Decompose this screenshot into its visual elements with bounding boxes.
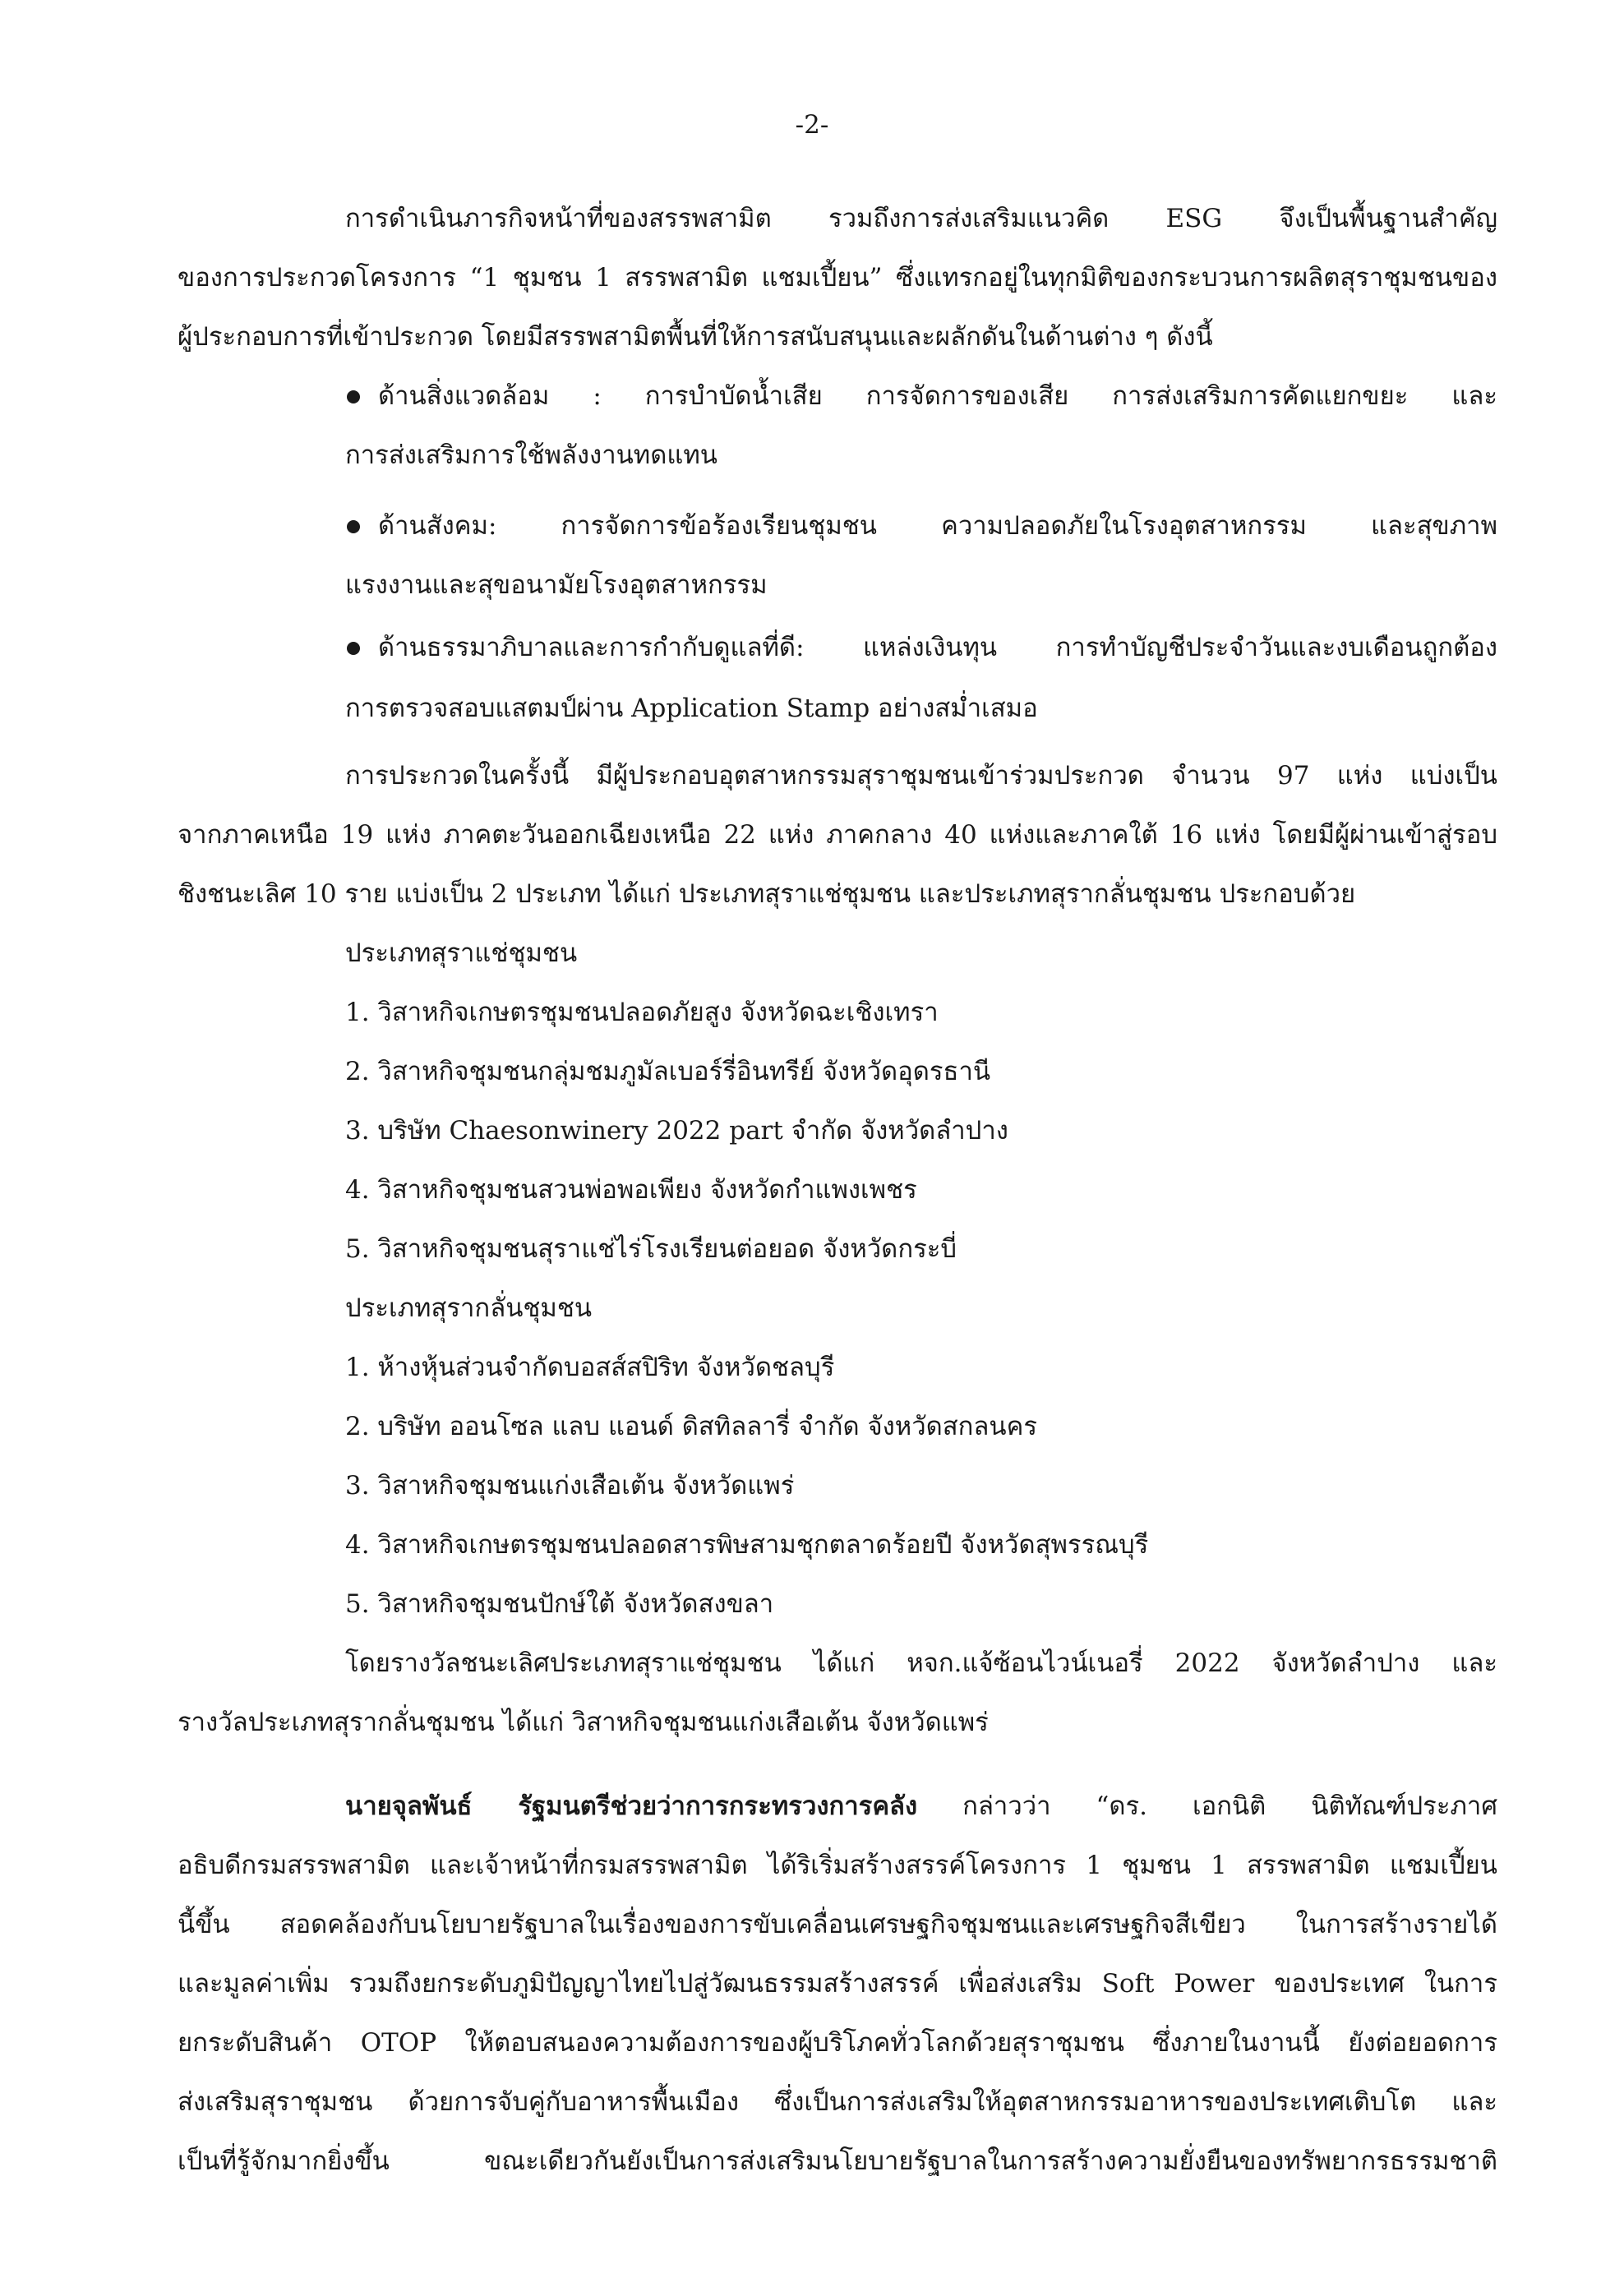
quote-line: อธิบดีกรมสรรพสามิต และเจ้าหน้าที่กรมสรรพสามิต ได้ริเริ่มสร้างสรรค์โครงการ 1 ชุมชน 1 สรรพสามิต แชมเปี้ยน — [178, 1851, 1497, 1880]
intro-line: ผู้ประกอบการที่เข้าประกวด โดยมีสรรพสามิตพื้นที่ให้การสนับสนุนและผลักดันในด้านต่าง ๆ ดังนี้ — [178, 322, 1213, 352]
list-item: 2. วิสาหกิจชุมชนกลุ่มชมภูมัลเบอร์รี่อินทรีย์ จังหวัดอุดรธานี — [345, 1057, 991, 1086]
bullet-line: การตรวจสอบแสตมป์ผ่าน Application Stamp อย่างสม่ำเสมอ — [345, 694, 1038, 723]
list-item: 3. บริษัท Chaesonwinery 2022 part จำกัด จังหวัดลำปาง — [345, 1116, 1008, 1146]
list-item: 5. วิสาหกิจชุมชนสุราแช่ไร่โรงเรียนต่อยอด จังหวัดกระบี่ — [345, 1234, 957, 1264]
page-number: -2- — [795, 110, 829, 140]
category-heading: ประเภทสุรากลั่นชุมชน — [345, 1293, 593, 1323]
bullet-icon — [344, 380, 365, 413]
winners-line: โดยรางวัลชนะเลิศประเภทสุราแช่ชุมชน ได้แก่ หจก.แจ้ซ้อนไวน์เนอรี่ 2022 จังหวัดลำปาง และ — [345, 1648, 1497, 1678]
list-item: 1. วิสาหกิจเกษตรชุมชนปลอดภัยสูง จังหวัดฉะเชิงเทรา — [345, 998, 939, 1027]
quote-first-line — [345, 1790, 1497, 1823]
list-item: 3. วิสาหกิจชุมชนแก่งเสือเต้น จังหวัดแพร่ — [345, 1471, 795, 1501]
list-item: 2. บริษัท ออนโซล แลบ แอนด์ ดิสทิลลารี่ จำกัด จังหวัดสกลนคร — [345, 1412, 1037, 1441]
list-item: 5. วิสาหกิจชุมชนปักษ์ใต้ จังหวัดสงขลา — [345, 1589, 774, 1619]
quote-line: และมูลค่าเพิ่ม รวมถึงยกระดับภูมิปัญญาไทยไปสู่วัฒนธรรมสร้างสรรค์ เพื่อส่งเสริม Soft Power ของประเทศ ในการ — [178, 1969, 1497, 1999]
bullet-icon — [344, 509, 365, 542]
bullet-icon — [344, 631, 365, 664]
contest-line: ชิงชนะเลิศ 10 ราย แบ่งเป็น 2 ประเภท ได้แก่ ประเภทสุราแช่ชุมชน และประเภทสุรากลั่นชุมชน ประกอบด้วย — [178, 879, 1356, 909]
contest-line: การประกวดในครั้งนี้ มีผู้ประกอบอุตสาหกรรมสุราชุมชนเข้าร่วมประกวด จำนวน 97 แห่ง แบ่งเป็น — [345, 761, 1497, 791]
bullet-line: ด้านธรรมาภิบาลและการกำกับดูแลที่ดี: แหล่งเงินทุน การทำบัญชีประจำวันและงบเดือนถูกต้อง — [378, 633, 1497, 662]
quote-line: นี้ขึ้น สอดคล้องกับนโยบายรัฐบาลในเรื่องของการขับเคลื่อนเศรษฐกิจชุมชนและเศรษฐกิจสีเขียว ในการสร้างรายได้ — [178, 1910, 1497, 1939]
list-item: 4. วิสาหกิจเกษตรชุมชนปลอดสารพิษสามชุกตลาดร้อยปี จังหวัดสุพรรณบุรี — [345, 1530, 1149, 1560]
bullet-line: แรงงานและสุขอนามัยโรงอุตสาหกรรม — [345, 570, 768, 600]
contest-line: จากภาคเหนือ 19 แห่ง ภาคตะวันออกเฉียงเหนือ 22 แห่ง ภาคกลาง 40 แห่งและภาคใต้ 16 แห่ง โดยมีผู้ผ่านเข้าสู่รอบ — [178, 820, 1497, 850]
speaker-name: นายจุลพันธ์ รัฐมนตรีช่วยว่าการกระทรวงการคลัง — [345, 1791, 918, 1821]
quote-line: เป็นที่รู้จักมากยิ่งขึ้น ขณะเดียวกันยังเป็นการส่งเสริมนโยบายรัฐบาลในการสร้างความยั่งยืนของทรัพยากรธรรมชาติ — [178, 2146, 1497, 2176]
list-item: 4. วิสาหกิจชุมชนสวนพ่อพอเพียง จังหวัดกำแพงเพชร — [345, 1175, 917, 1205]
intro-line: การดำเนินภารกิจหน้าที่ของสรรพสามิต รวมถึงการส่งเสริมแนวคิด ESG จึงเป็นพื้นฐานสำคัญ — [345, 204, 1497, 233]
intro-line: ของการประกวดโครงการ “1 ชุมชน 1 สรรพสามิต แชมเปี้ยน” ซึ่งแทรกอยู่ในทุกมิติของกระบวนการผลิตสุราชุมชนของ — [178, 263, 1497, 293]
bullet-line: การส่งเสริมการใช้พลังงานทดแทน — [345, 440, 717, 470]
category-heading: ประเภทสุราแช่ชุมชน — [345, 938, 578, 968]
bullet-line: ด้านสิ่งแวดล้อม : การบำบัดน้ำเสีย การจัดการของเสีย การส่งเสริมการคัดแยกขยะ และ — [378, 381, 1497, 411]
list-item: 1. ห้างหุ้นส่วนจำกัดบอสส์สปิริท จังหวัดชลบุรี — [345, 1353, 835, 1382]
quote-intro: กล่าวว่า “ดร. เอกนิติ นิติทัณฑ์ประภาศ — [917, 1791, 1498, 1821]
winners-line: รางวัลประเภทสุรากลั่นชุมชน ได้แก่ วิสาหกิจชุมชนแก่งเสือเต้น จังหวัดแพร่ — [178, 1708, 989, 1737]
bullet-line: ด้านสังคม: การจัดการข้อร้องเรียนชุมชน ความปลอดภัยในโรงอุตสาหกรรม และสุขภาพ — [378, 511, 1497, 541]
quote-line: ส่งเสริมสุราชุมชน ด้วยการจับคู่กับอาหารพื้นเมือง ซึ่งเป็นการส่งเสริมให้อุตสาหกรรมอาหารของประเทศเติบโต และ — [178, 2087, 1497, 2117]
quote-line: ยกระดับสินค้า OTOP ให้ตอบสนองความต้องการของผู้บริโภคทั่วโลกด้วยสุราชุมชน ซึ่งภายในงานนี้ ยังต่อยอดการ — [178, 2028, 1497, 2058]
